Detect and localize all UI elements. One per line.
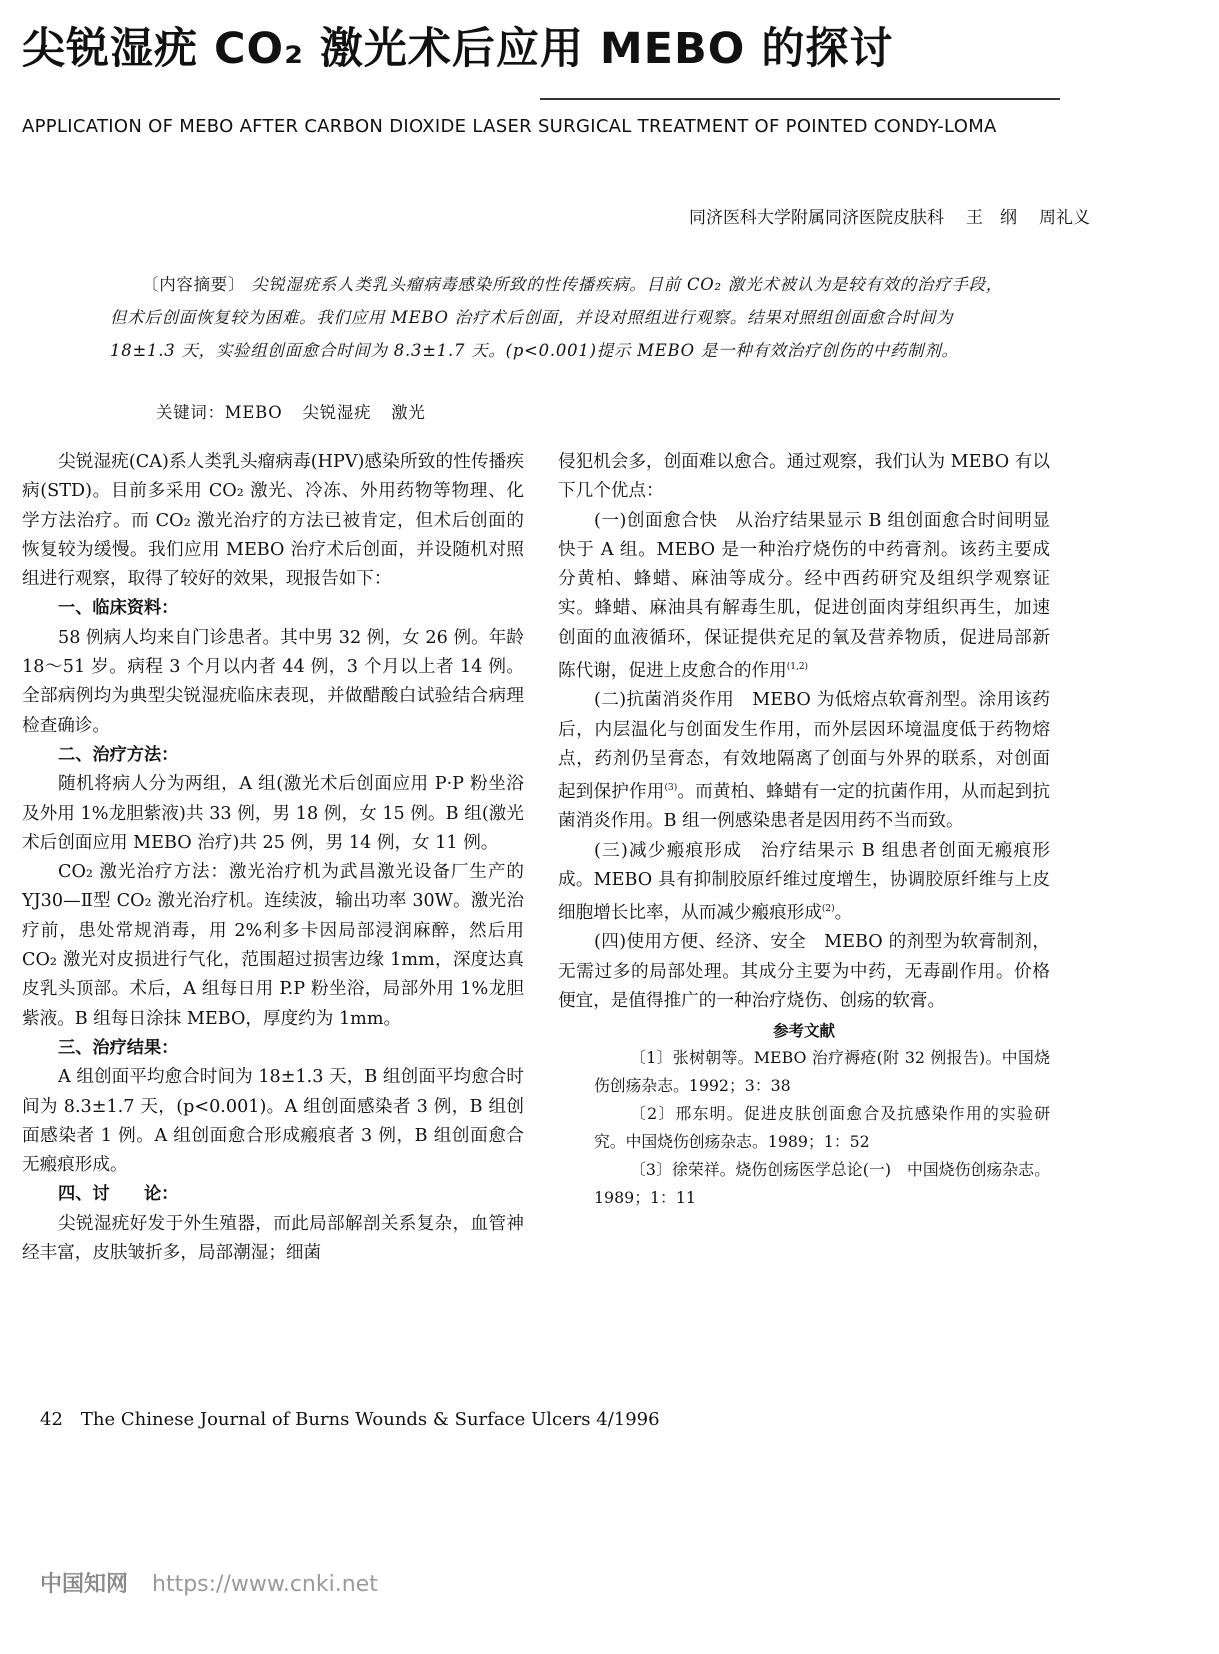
abstract-label: 〔内容摘要〕: [142, 275, 246, 294]
reference-3: 〔3〕徐荣祥。烧伤创疡医学总论(一) 中国烧伤创疡杂志。1989；1：11: [594, 1160, 1050, 1208]
cnki-url: https://www.cnki.net: [152, 1572, 378, 1597]
keywords-label: 关键词：: [156, 403, 225, 422]
article-title-en: APPLICATION OF MEBO AFTER CARBON DIOXIDE LASER SURGICAL TREATMENT OF POINTED CONDY-LOMA: [22, 116, 997, 137]
reference-2: 〔2〕邢东明。促进皮肤创面愈合及抗感染作用的实验研究。中国烧伤创疡杂志。1989；1：52: [594, 1104, 1050, 1152]
author-2: 周礼义: [1039, 208, 1090, 228]
section-3-text: A 组创面平均愈合时间为 18±1.3 天，B 组创面平均愈合时间为 8.3±1.7 天，(p<0.001)。A 组创面感染者 3 例，B 组创面感染者 1 例。A 组创面愈合形成瘢痕者 3 例，B 组创面愈合无瘢痕形成。: [22, 1067, 524, 1176]
affiliation-line: [22, 204, 1090, 232]
advantage-4: (四)使用方便、经济、安全 MEBO 的剂型为软膏制剂，无需过多的局部处理。其成分主要为中药，无毒副作用。价格便宜，是值得推广的一种治疗烧伤、创疡的软膏。: [558, 932, 1050, 1011]
cnki-watermark: [40, 1570, 420, 1600]
keyword-1: MEBO: [224, 403, 283, 422]
advantage-3-tail: 。: [834, 903, 853, 924]
page-footer: [40, 1406, 760, 1434]
section-3-heading: 三、治疗结果：: [58, 1037, 179, 1058]
abstract: [110, 268, 1010, 367]
section-4-heading: 四、讨 论：: [58, 1184, 179, 1205]
reference-1: 〔1〕张树朝等。MEBO 治疗褥疮(附 32 例报告)。中国烧伤创疡杂志。1992；3：38: [594, 1048, 1050, 1096]
advantage-2-text: (二)抗菌消炎作用 MEBO 为低熔点软膏剂型。涂用该药后，内层温化与创面发生作用，而外层因环境温度低于药物熔点，药剂仍呈膏态，有效地隔离了创面与外界的联系，对创面起到保护作用: [558, 690, 1050, 802]
section-2-heading: 二、治疗方法：: [58, 744, 179, 765]
abstract-text: 尖锐湿疣系人类乳头瘤病毒感染所致的性传播疾病。目前 CO₂ 激光术被认为是较有效的治疗手段，但术后创面恢复较为困难。我们应用 MEBO 治疗术后创面，并设对照组进行观察。结果对照组创面愈合时间为 18±1.3 天，实验组创面愈合时间为 8.3±1.7 天。(p<0.001)提示 MEBO 是一种有效治疗创伤的中药制剂。: [110, 275, 1003, 360]
advantage-1: [558, 507, 1050, 687]
section-1-text: 58 例病人均来自门诊患者。其中男 32 例，女 26 例。年龄 18～51 岁。病程 3 个月以内者 44 例，3 个月以上者 14 例。全部病例均为典型尖锐湿疣临床表现，并做醋酸白试验结合病理检查确诊。: [22, 627, 524, 736]
affiliation: 同济医科大学附属同济医院皮肤科: [689, 208, 944, 228]
article-title: 尖锐湿疣 CO₂ 激光术后应用 MEBO 的探讨: [22, 24, 894, 74]
advantage-2: [558, 686, 1050, 836]
section-2-text-2: CO₂ 激光治疗方法：激光治疗机为武昌激光设备厂生产的 YJ30—Ⅱ型 CO₂ 激光治疗机。连续波，输出功率 30W。激光治疗前，患处常规消毒，用 2%利多卡因局部浸润麻醉，然后用 CO₂ 激光对皮损进行气化，范围超过损害边缘 1mm，深度达真皮乳头顶部。术后，A 组每日用 P.P 粉坐浴，局部外用 1%龙胆紫液。B 组每日涂抹 MEBO，厚度约为 1mm。: [22, 862, 524, 1029]
section-1-heading: 一、临床资料：: [58, 598, 179, 619]
citation-3: (3): [664, 783, 678, 794]
section-4-text: 尖锐湿疣好发于外生殖器，而此局部解剖关系复杂，血管神经丰富，皮肤皱折多，局部潮湿；细菌: [22, 1213, 524, 1264]
section-2-text-1: 随机将病人分为两组，A 组(激光术后创面应用 P·P 粉坐浴及外用 1%龙胆紫液)共 33 例，男 18 例，女 15 例。B 组(激光术后创面应用 MEBO 治疗)共 25 例，男 14 例，女 11 例。: [22, 774, 524, 853]
advantage-3-text: (三)减少瘢痕形成 治疗结果示 B 组患者创面无瘢痕形成。MEBO 具有抑制胶原纤维过度增生，协调胶原纤维与上皮细胞增长比率，从而减少瘢痕形成: [558, 840, 1050, 924]
intro-paragraph: 尖锐湿疣(CA)系人类乳头瘤病毒(HPV)感染所致的性传播疾病(STD)。目前多采用 CO₂ 激光、冷冻、外用药物等物理、化学方法治疗。而 CO₂ 激光治疗的方法已被肯定，但术后创面的恢复较为缓慢。我们应用 MEBO 治疗术后创面，并设随机对照组进行观察，取得了较好的效果，现报告如下：: [22, 452, 524, 590]
keyword-2: 尖锐湿疣: [302, 403, 372, 422]
journal-name: The Chinese Journal of Burns Wounds & Surface Ulcers 4/1996: [80, 1409, 660, 1430]
keywords: [156, 398, 976, 428]
advantage-1-text: (一)创面愈合快 从治疗结果显示 B 组创面愈合时间明显快于 A 组。MEBO 是一种治疗烧伤的中药膏剂。该药主要成分黄柏、蜂蜡、麻油等成分。经中西药研究及组织学观察证实。蜂蜡、麻油具有解毒生肌，促进创面肉芽组织再生，加速创面的血液循环，保证提供充足的氧及营养物质，促进局部新陈代谢，促进上皮愈合的作用: [558, 510, 1050, 681]
citation-2: (2): [821, 904, 835, 915]
right-column: [558, 448, 1050, 1212]
advantage-3: [558, 837, 1050, 929]
author-1: 王 纲: [966, 208, 1017, 228]
left-column: [22, 448, 524, 1268]
cnki-logo-text: 中国知网: [40, 1572, 129, 1597]
advantage-2-tail: 。而黄柏、蜂蜡有一定的抗菌作用，从而起到抗菌消炎作用。B 组一例感染患者是因用药不当而致。: [558, 781, 1050, 832]
page-number: 42: [40, 1409, 63, 1430]
citation-1-2: (1,2): [786, 662, 809, 673]
keyword-3: 激光: [391, 403, 426, 422]
title-rule: [540, 98, 1060, 100]
references-title: 参考文献: [772, 1022, 835, 1041]
discussion-continued: 侵犯机会多，创面难以愈合。通过观察，我们认为 MEBO 有以下几个优点：: [558, 452, 1050, 502]
